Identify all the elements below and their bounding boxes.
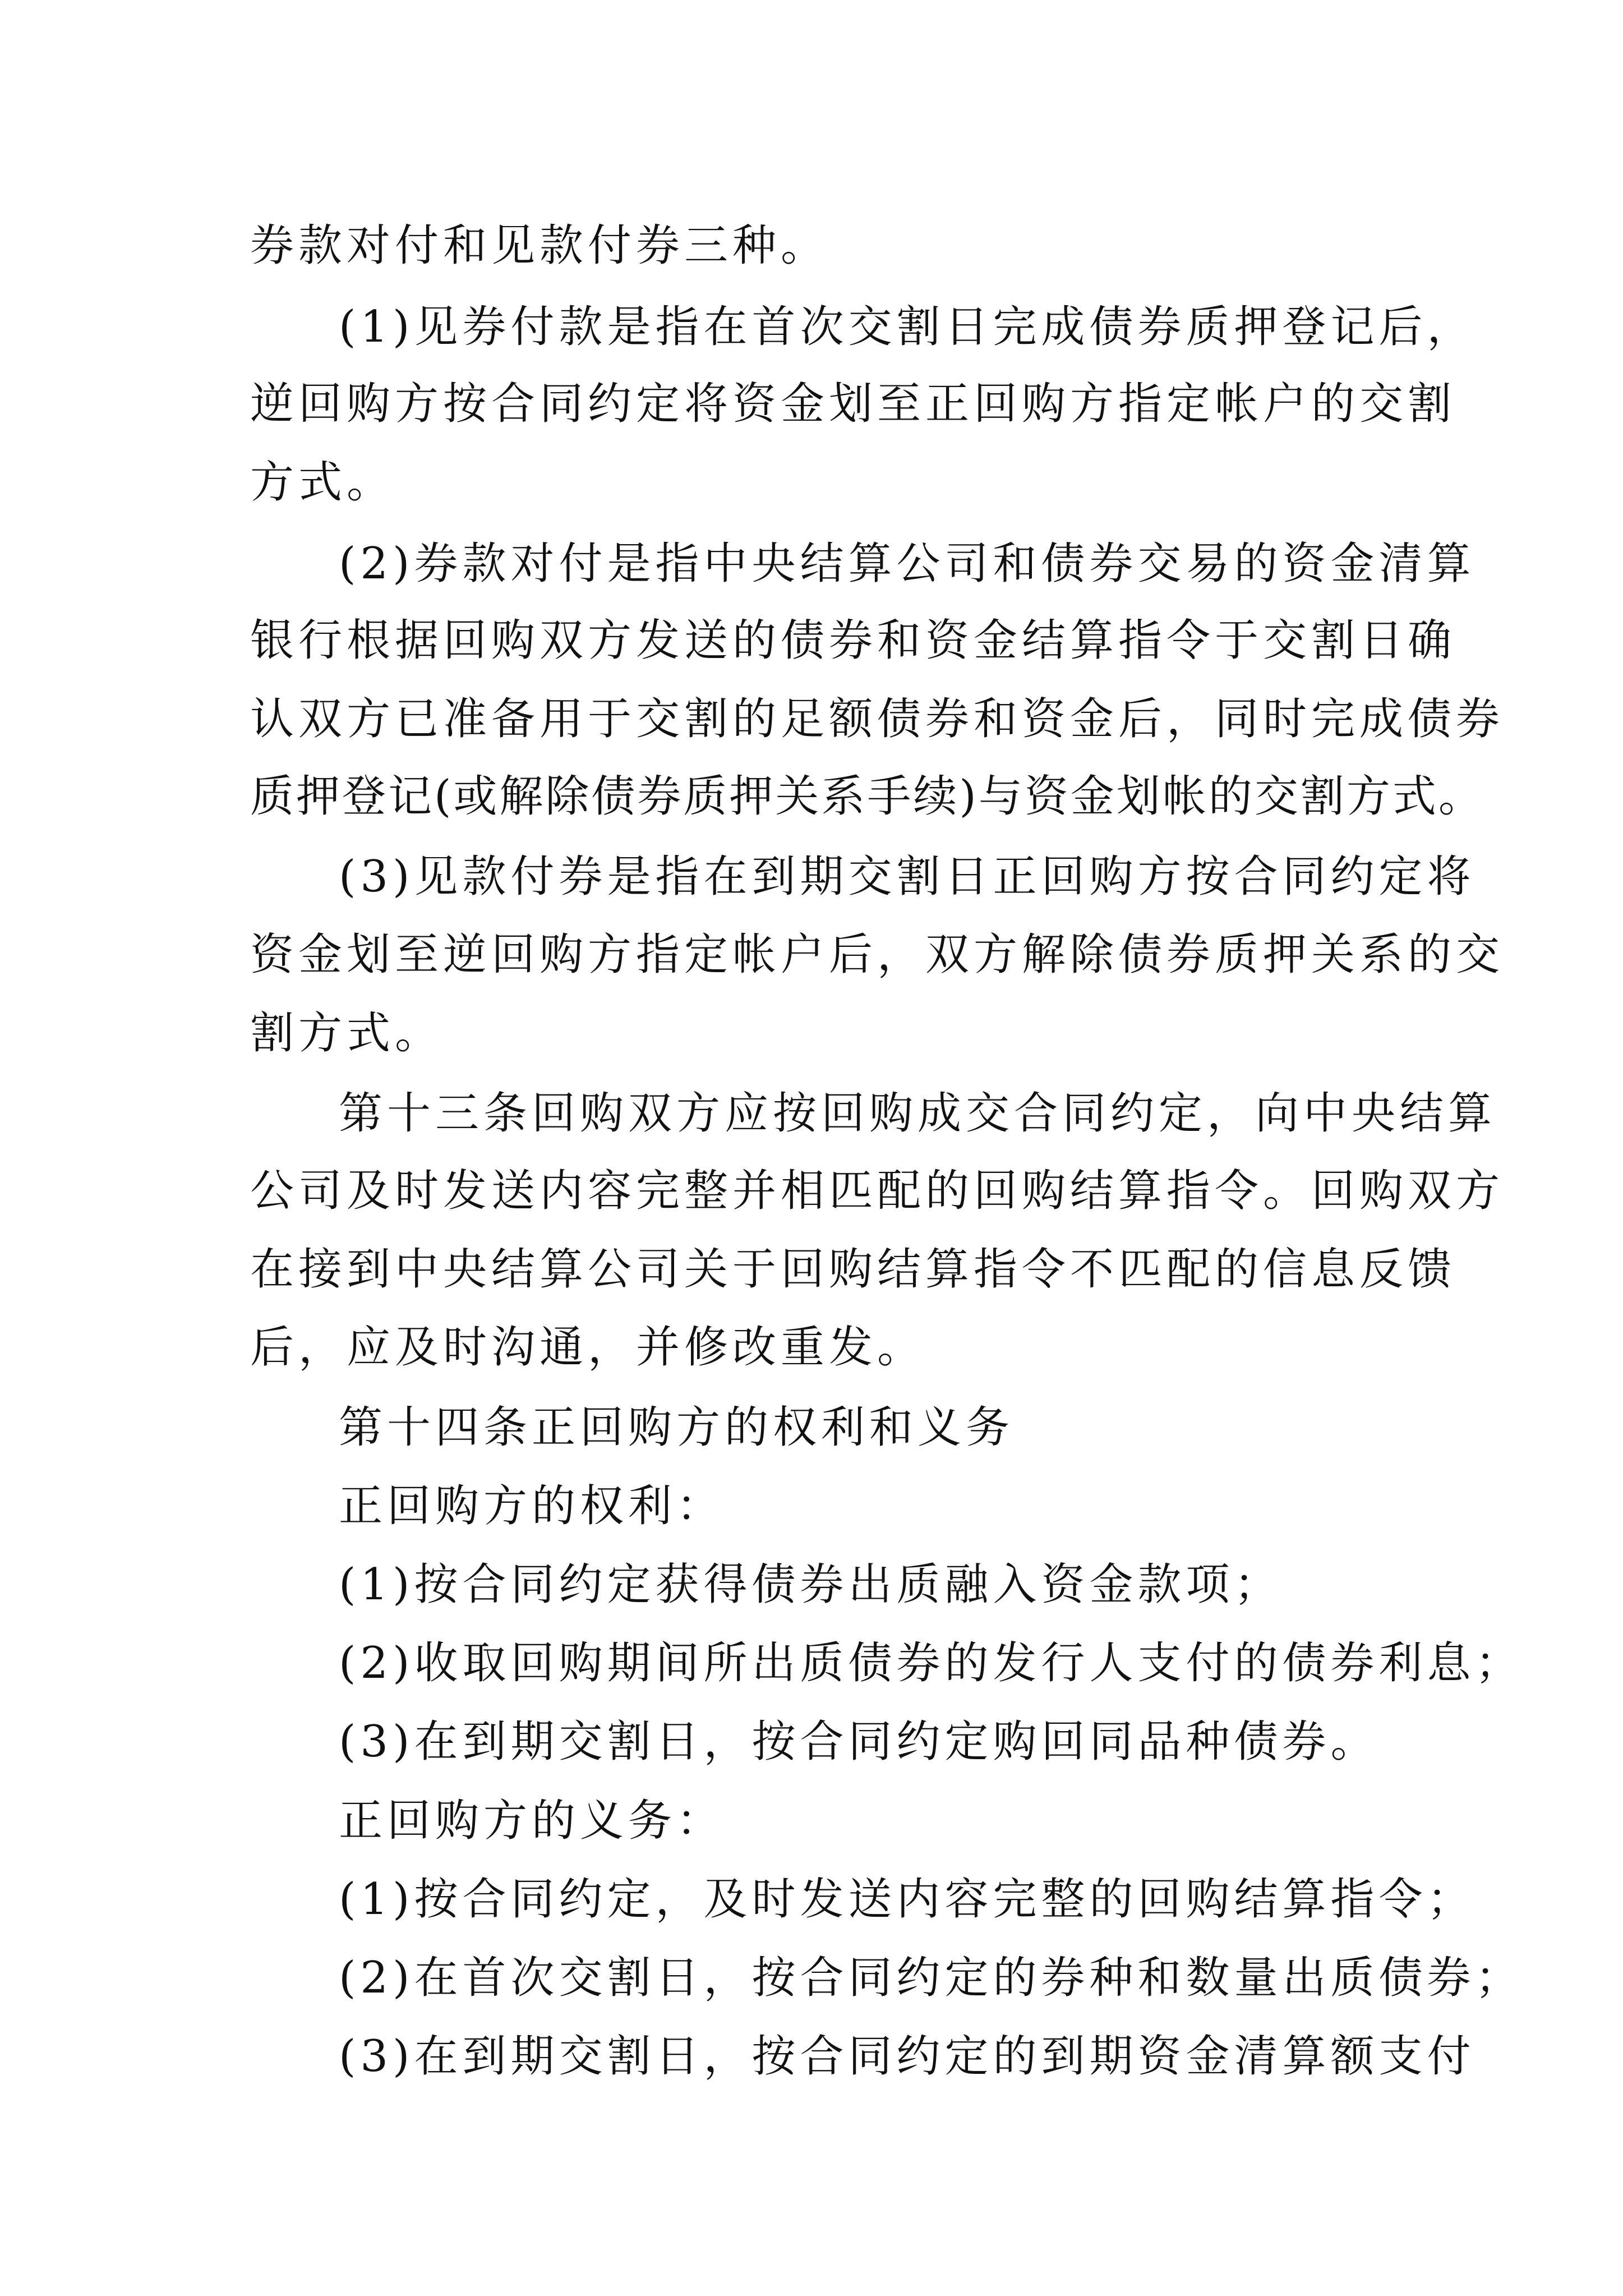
- text-line-3: 逆回购方按合同约定将资金划至正回购方指定帐户的交割: [250, 379, 1456, 429]
- text-line-23: (2)在首次交割日，按合同约定的券种和数量出质债券；: [339, 1953, 1524, 2003]
- text-line-18: (1)按合同约定获得债券出质融入资金款项；: [339, 1559, 1283, 1610]
- text-line-4: 方式。: [250, 457, 395, 508]
- text-line-2: (1)见券付款是指在首次交割日完成债券质押登记后，: [339, 302, 1476, 352]
- text-line-1: 券款对付和见款付券三种。: [250, 220, 829, 271]
- text-line-16: 第十四条正回购方的权利和义务: [339, 1402, 1015, 1453]
- text-line-11: 割方式。: [250, 1008, 444, 1059]
- text-line-24: (3)在到期交割日，按合同约定的到期资金清算额支付: [339, 2031, 1476, 2082]
- text-line-6: 银行根据回购双方发送的债券和资金结算指令于交割日确: [250, 615, 1456, 666]
- text-line-8: 质押登记(或解除债券质押关系手续)与资金划帐的交割方式。: [250, 771, 1484, 822]
- text-line-19: (2)收取回购期间所出质债券的发行人支付的债券利息；: [339, 1638, 1524, 1688]
- text-line-20: (3)在到期交割日，按合同约定购回同品种债券。: [339, 1717, 1379, 1767]
- text-line-21: 正回购方的义务：: [339, 1796, 725, 1846]
- text-line-22: (1)按合同约定，及时发送内容完整的回购结算指令；: [339, 1874, 1476, 1925]
- text-line-17: 正回购方的权利：: [339, 1481, 725, 1531]
- text-line-15: 后，应及时沟通，并修改重发。: [250, 1322, 926, 1373]
- text-line-7: 认双方已准备用于交割的足额债券和资金后，同时完成债券: [250, 694, 1505, 744]
- text-line-13: 公司及时发送内容完整并相匹配的回购结算指令。回购双方: [250, 1166, 1505, 1216]
- text-line-14: 在接到中央结算公司关于回购结算指令不匹配的信息反馈: [250, 1244, 1456, 1295]
- text-line-10: 资金划至逆回购方指定帐户后，双方解除债券质押关系的交: [250, 930, 1505, 980]
- text-line-12: 第十三条回购双方应按回购成交合同约定，向中央结算: [339, 1088, 1497, 1139]
- text-line-9: (3)见款付券是指在到期交割日正回购方按合同约定将: [339, 852, 1476, 902]
- text-line-5: (2)券款对付是指中央结算公司和债券交易的资金清算: [339, 539, 1476, 589]
